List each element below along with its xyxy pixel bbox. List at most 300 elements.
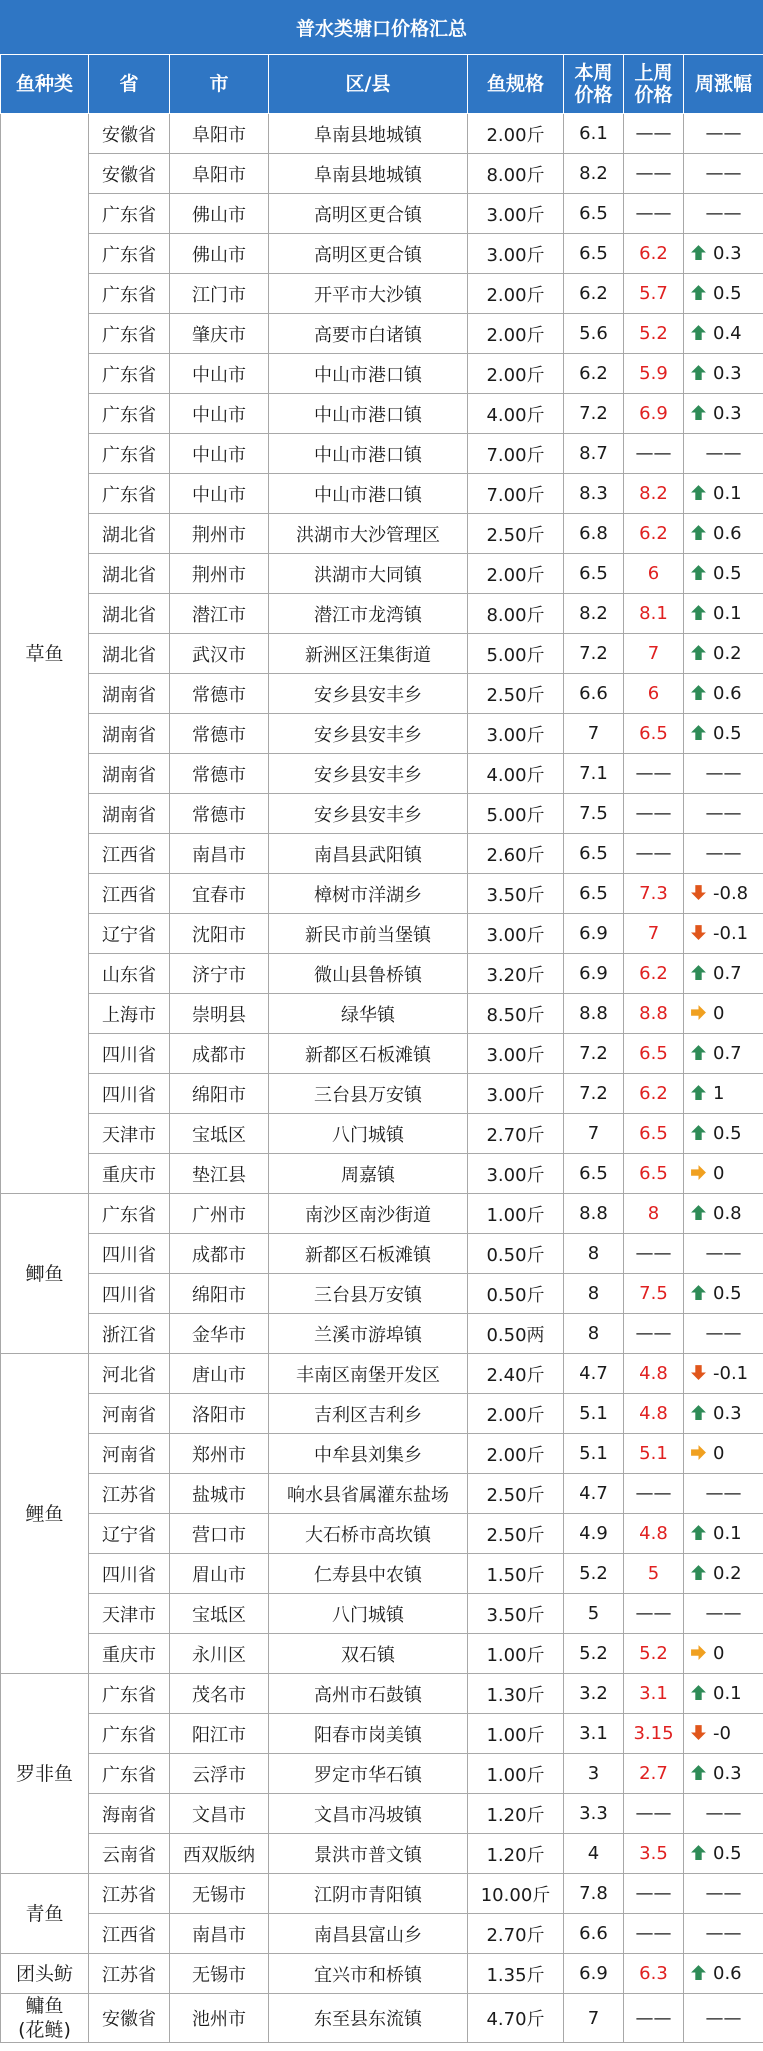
- district-cell: 东至县东流镇: [269, 1994, 468, 2043]
- header-species: 鱼种类: [1, 55, 89, 114]
- last-week-price-cell: 7: [624, 634, 684, 674]
- city-cell: 潜江市: [170, 594, 269, 634]
- city-cell: 茂名市: [170, 1674, 269, 1714]
- weekly-change-cell: [684, 1794, 763, 1834]
- change-value: ——: [705, 763, 742, 784]
- spec-cell: 2.00斤: [468, 354, 564, 394]
- this-week-price-cell: 6.5: [564, 874, 624, 914]
- table-row: [1, 1994, 763, 2043]
- district-cell: 八门城镇: [269, 1114, 468, 1154]
- weekly-change-cell: [684, 1474, 763, 1514]
- city-cell: 盐城市: [170, 1474, 269, 1514]
- province-cell: 四川省: [89, 1554, 170, 1594]
- change-value: 0.3: [713, 403, 742, 424]
- last-week-price-cell: 7.5: [624, 1274, 684, 1314]
- table-row: [1, 1674, 763, 1714]
- this-week-price-cell: 4: [564, 1834, 624, 1874]
- arrow-up-icon: [690, 1964, 707, 1981]
- city-cell: 武汉市: [170, 634, 269, 674]
- this-week-price-cell: 7.2: [564, 634, 624, 674]
- change-value: 0.3: [713, 1403, 742, 1424]
- change-value: ——: [705, 1483, 742, 1504]
- arrow-up-icon: [690, 1204, 707, 1221]
- district-cell: 绿华镇: [269, 994, 468, 1034]
- arrow-up-icon: [690, 284, 707, 301]
- change-value: 0.1: [713, 483, 742, 504]
- spec-cell: 8.50斤: [468, 994, 564, 1034]
- change-value: ——: [705, 1243, 742, 1264]
- this-week-price-cell: 8.3: [564, 474, 624, 514]
- province-cell: 安徽省: [89, 1994, 170, 2043]
- district-cell: 新民市前当堡镇: [269, 914, 468, 954]
- table-row: [1, 874, 763, 914]
- city-cell: 荆州市: [170, 514, 269, 554]
- header-row: [1, 55, 763, 114]
- spec-cell: 1.00斤: [468, 1754, 564, 1794]
- change-value: 0: [713, 1643, 725, 1664]
- last-week-price-cell: 3.15: [624, 1714, 684, 1754]
- change-value: -0.8: [713, 883, 749, 904]
- last-week-price-cell: ——: [624, 1314, 684, 1354]
- change-value: ——: [705, 203, 742, 224]
- weekly-change-cell: [684, 154, 763, 194]
- last-week-price-cell: 3.1: [624, 1674, 684, 1714]
- this-week-price-cell: 7.5: [564, 794, 624, 834]
- change-value: ——: [705, 443, 742, 464]
- table-row: [1, 954, 763, 994]
- change-value: 0.1: [713, 1523, 742, 1544]
- province-cell: 安徽省: [89, 154, 170, 194]
- district-cell: 安乡县安丰乡: [269, 714, 468, 754]
- weekly-change-cell: [684, 274, 763, 314]
- city-cell: 常德市: [170, 674, 269, 714]
- table-row: [1, 314, 763, 354]
- table-row: [1, 1394, 763, 1434]
- district-cell: 阳春市岗美镇: [269, 1714, 468, 1754]
- this-week-price-cell: 4.7: [564, 1354, 624, 1394]
- last-week-price-cell: ——: [624, 1794, 684, 1834]
- this-week-price-cell: 6.2: [564, 274, 624, 314]
- last-week-price-cell: ——: [624, 1234, 684, 1274]
- this-week-price-cell: 6.9: [564, 954, 624, 994]
- district-cell: 阜南县地城镇: [269, 114, 468, 154]
- change-value: 0.1: [713, 1683, 742, 1704]
- province-cell: 上海市: [89, 994, 170, 1034]
- this-week-price-cell: 6.5: [564, 1154, 624, 1194]
- arrow-down-icon: [690, 1364, 707, 1381]
- weekly-change-cell: [684, 394, 763, 434]
- change-value: 0.7: [713, 963, 742, 984]
- weekly-change-cell: [684, 1754, 763, 1794]
- last-week-price-cell: 6.5: [624, 1114, 684, 1154]
- spec-cell: 2.00斤: [468, 274, 564, 314]
- change-value: 0.2: [713, 643, 742, 664]
- table-row: [1, 1954, 763, 1994]
- arrow-up-icon: [690, 244, 707, 261]
- this-week-price-cell: 6.5: [564, 234, 624, 274]
- change-value: 0.5: [713, 563, 742, 584]
- change-value: 0.5: [713, 1843, 742, 1864]
- city-cell: 唐山市: [170, 1354, 269, 1394]
- spec-cell: 1.00斤: [468, 1714, 564, 1754]
- weekly-change-cell: [684, 1394, 763, 1434]
- header-this-week-price: 本周 价格: [564, 55, 624, 114]
- city-cell: 成都市: [170, 1034, 269, 1074]
- this-week-price-cell: 3: [564, 1754, 624, 1794]
- weekly-change-cell: [684, 674, 763, 714]
- province-cell: 江苏省: [89, 1954, 170, 1994]
- change-value: 0.6: [713, 683, 742, 704]
- this-week-price-cell: 5: [564, 1594, 624, 1634]
- last-week-price-cell: 3.5: [624, 1834, 684, 1874]
- last-week-price-cell: ——: [624, 794, 684, 834]
- province-cell: 湖南省: [89, 754, 170, 794]
- spec-cell: 2.00斤: [468, 314, 564, 354]
- city-cell: 无锡市: [170, 1874, 269, 1914]
- species-cell: 草鱼: [1, 114, 89, 1194]
- this-week-price-cell: 7.2: [564, 394, 624, 434]
- district-cell: 吉利区吉利乡: [269, 1394, 468, 1434]
- table-row: [1, 354, 763, 394]
- change-value: ——: [705, 1923, 742, 1944]
- district-cell: 安乡县安丰乡: [269, 674, 468, 714]
- change-value: ——: [705, 163, 742, 184]
- district-cell: 开平市大沙镇: [269, 274, 468, 314]
- change-value: 0: [713, 1163, 725, 1184]
- this-week-price-cell: 3.2: [564, 1674, 624, 1714]
- species-cell: 罗非鱼: [1, 1674, 89, 1874]
- district-cell: 高州市石鼓镇: [269, 1674, 468, 1714]
- this-week-price-cell: 6.1: [564, 114, 624, 154]
- arrow-up-icon: [690, 644, 707, 661]
- last-week-price-cell: 6: [624, 674, 684, 714]
- last-week-price-cell: 6: [624, 554, 684, 594]
- page-title: 普水类塘口价格汇总: [0, 0, 763, 54]
- table-row: [1, 234, 763, 274]
- province-cell: 湖北省: [89, 554, 170, 594]
- change-value: 0.8: [713, 1203, 742, 1224]
- last-week-price-cell: 6.2: [624, 1074, 684, 1114]
- district-cell: 高明区更合镇: [269, 234, 468, 274]
- district-cell: 中山市港口镇: [269, 474, 468, 514]
- weekly-change-cell: [684, 1354, 763, 1394]
- this-week-price-cell: 8.8: [564, 994, 624, 1034]
- change-value: 0.6: [713, 1963, 742, 1984]
- table-row: [1, 1154, 763, 1194]
- weekly-change-cell: [684, 234, 763, 274]
- table-row: [1, 1914, 763, 1954]
- spec-cell: 1.30斤: [468, 1674, 564, 1714]
- weekly-change-cell: [684, 754, 763, 794]
- province-cell: 江苏省: [89, 1874, 170, 1914]
- weekly-change-cell: [684, 1914, 763, 1954]
- header-province: 省: [89, 55, 170, 114]
- spec-cell: 7.00斤: [468, 434, 564, 474]
- weekly-change-cell: [684, 1314, 763, 1354]
- last-week-price-cell: ——: [624, 1914, 684, 1954]
- spec-cell: 5.00斤: [468, 794, 564, 834]
- change-value: 1: [713, 1083, 725, 1104]
- arrow-up-icon: [690, 964, 707, 981]
- table-row: [1, 1034, 763, 1074]
- change-value: ——: [705, 1803, 742, 1824]
- change-value: ——: [705, 1603, 742, 1624]
- district-cell: 文昌市冯坡镇: [269, 1794, 468, 1834]
- last-week-price-cell: ——: [624, 754, 684, 794]
- province-cell: 广东省: [89, 314, 170, 354]
- last-week-price-cell: 6.3: [624, 1954, 684, 1994]
- city-cell: 南昌市: [170, 834, 269, 874]
- last-week-price-cell: 8: [624, 1194, 684, 1234]
- change-value: 0.6: [713, 523, 742, 544]
- weekly-change-cell: [684, 834, 763, 874]
- district-cell: 新都区石板滩镇: [269, 1034, 468, 1074]
- change-value: 0.3: [713, 363, 742, 384]
- this-week-price-cell: 8: [564, 1274, 624, 1314]
- city-cell: 崇明县: [170, 994, 269, 1034]
- table-row: [1, 1514, 763, 1554]
- spec-cell: 10.00斤: [468, 1874, 564, 1914]
- city-cell: 沈阳市: [170, 914, 269, 954]
- province-cell: 广东省: [89, 1714, 170, 1754]
- arrow-right-icon: [690, 1164, 707, 1181]
- this-week-price-cell: 3.3: [564, 1794, 624, 1834]
- city-cell: 肇庆市: [170, 314, 269, 354]
- last-week-price-cell: 6.2: [624, 514, 684, 554]
- weekly-change-cell: [684, 794, 763, 834]
- last-week-price-cell: 2.7: [624, 1754, 684, 1794]
- province-cell: 广东省: [89, 234, 170, 274]
- table-row: [1, 1234, 763, 1274]
- arrow-right-icon: [690, 1444, 707, 1461]
- spec-cell: 8.00斤: [468, 594, 564, 634]
- spec-cell: 1.20斤: [468, 1834, 564, 1874]
- district-cell: 八门城镇: [269, 1594, 468, 1634]
- city-cell: 阜阳市: [170, 114, 269, 154]
- spec-cell: 0.50斤: [468, 1274, 564, 1314]
- change-value: ——: [705, 2007, 742, 2029]
- district-cell: 景洪市普文镇: [269, 1834, 468, 1874]
- last-week-price-cell: 5.2: [624, 314, 684, 354]
- this-week-price-cell: 6.5: [564, 834, 624, 874]
- city-cell: 宝坻区: [170, 1594, 269, 1634]
- district-cell: 中山市港口镇: [269, 394, 468, 434]
- city-cell: 绵阳市: [170, 1074, 269, 1114]
- weekly-change-cell: [684, 554, 763, 594]
- this-week-price-cell: 5.6: [564, 314, 624, 354]
- weekly-change-cell: [684, 634, 763, 674]
- this-week-price-cell: 8.8: [564, 1194, 624, 1234]
- this-week-price-cell: 8: [564, 1314, 624, 1354]
- table-row: [1, 1554, 763, 1594]
- arrow-up-icon: [690, 1044, 707, 1061]
- city-cell: 南昌市: [170, 1914, 269, 1954]
- this-week-price-cell: 6.5: [564, 194, 624, 234]
- arrow-up-icon: [690, 1404, 707, 1421]
- arrow-up-icon: [690, 1844, 707, 1861]
- change-value: 0.2: [713, 1563, 742, 1584]
- district-cell: 南昌县武阳镇: [269, 834, 468, 874]
- this-week-price-cell: 7: [564, 1114, 624, 1154]
- district-cell: 三台县万安镇: [269, 1274, 468, 1314]
- table-row: [1, 1074, 763, 1114]
- this-week-price-cell: 6.9: [564, 1954, 624, 1994]
- this-week-price-cell: 6.8: [564, 514, 624, 554]
- district-cell: 新都区石板滩镇: [269, 1234, 468, 1274]
- province-cell: 山东省: [89, 954, 170, 994]
- spec-cell: 3.50斤: [468, 1594, 564, 1634]
- province-cell: 江西省: [89, 834, 170, 874]
- spec-cell: 3.00斤: [468, 194, 564, 234]
- weekly-change-cell: [684, 954, 763, 994]
- species-cell: 鲫鱼: [1, 1194, 89, 1354]
- district-cell: 安乡县安丰乡: [269, 754, 468, 794]
- last-week-price-cell: 8.8: [624, 994, 684, 1034]
- weekly-change-cell: [684, 1954, 763, 1994]
- weekly-change-cell: [684, 594, 763, 634]
- last-week-price-cell: ——: [624, 1474, 684, 1514]
- district-cell: 仁寿县中农镇: [269, 1554, 468, 1594]
- spec-cell: 3.20斤: [468, 954, 564, 994]
- district-cell: 新洲区汪集街道: [269, 634, 468, 674]
- table-row: [1, 1434, 763, 1474]
- province-cell: 广东省: [89, 274, 170, 314]
- table-row: [1, 1834, 763, 1874]
- spec-cell: 2.00斤: [468, 1434, 564, 1474]
- district-cell: 中牟县刘集乡: [269, 1434, 468, 1474]
- change-value: 0.3: [713, 243, 742, 264]
- spec-cell: 1.20斤: [468, 1794, 564, 1834]
- change-value: 0.3: [713, 1763, 742, 1784]
- table-row: [1, 1114, 763, 1154]
- last-week-price-cell: 6.2: [624, 954, 684, 994]
- this-week-price-cell: 4.7: [564, 1474, 624, 1514]
- this-week-price-cell: 6.9: [564, 914, 624, 954]
- province-cell: 湖南省: [89, 794, 170, 834]
- city-cell: 佛山市: [170, 194, 269, 234]
- district-cell: 微山县鲁桥镇: [269, 954, 468, 994]
- spec-cell: 2.70斤: [468, 1914, 564, 1954]
- province-cell: 广东省: [89, 1674, 170, 1714]
- district-cell: 周嘉镇: [269, 1154, 468, 1194]
- district-cell: 南昌县富山乡: [269, 1914, 468, 1954]
- change-value: ——: [705, 1883, 742, 1904]
- species-cell: 团头鲂: [1, 1954, 89, 1994]
- header-city: 市: [170, 55, 269, 114]
- arrow-up-icon: [690, 1084, 707, 1101]
- change-value: -0.1: [713, 1363, 749, 1384]
- weekly-change-cell: [684, 514, 763, 554]
- weekly-change-cell: [684, 1674, 763, 1714]
- district-cell: 兰溪市游埠镇: [269, 1314, 468, 1354]
- table-row: [1, 1314, 763, 1354]
- province-cell: 湖南省: [89, 674, 170, 714]
- district-cell: 樟树市洋湖乡: [269, 874, 468, 914]
- province-cell: 广东省: [89, 434, 170, 474]
- district-cell: 罗定市华石镇: [269, 1754, 468, 1794]
- district-cell: 双石镇: [269, 1634, 468, 1674]
- this-week-price-cell: 8.2: [564, 594, 624, 634]
- weekly-change-cell: [684, 474, 763, 514]
- arrow-up-icon: [690, 404, 707, 421]
- spec-cell: 2.70斤: [468, 1114, 564, 1154]
- district-cell: 宜兴市和桥镇: [269, 1954, 468, 1994]
- change-value: ——: [705, 803, 742, 824]
- province-cell: 广东省: [89, 394, 170, 434]
- table-row: [1, 1714, 763, 1754]
- header-district: 区/县: [269, 55, 468, 114]
- city-cell: 江门市: [170, 274, 269, 314]
- table-row: [1, 434, 763, 474]
- this-week-price-cell: 5.2: [564, 1634, 624, 1674]
- last-week-price-cell: 4.8: [624, 1394, 684, 1434]
- spec-cell: 2.00斤: [468, 114, 564, 154]
- this-week-price-cell: 6.6: [564, 1914, 624, 1954]
- spec-cell: 3.00斤: [468, 914, 564, 954]
- city-cell: 阳江市: [170, 1714, 269, 1754]
- district-cell: 丰南区南堡开发区: [269, 1354, 468, 1394]
- change-value: 0.5: [713, 283, 742, 304]
- last-week-price-cell: 5.1: [624, 1434, 684, 1474]
- change-value: 0.1: [713, 603, 742, 624]
- last-week-price-cell: 5.7: [624, 274, 684, 314]
- table-row: [1, 594, 763, 634]
- spec-cell: 5.00斤: [468, 634, 564, 674]
- province-cell: 江西省: [89, 1914, 170, 1954]
- district-cell: 大石桥市高坎镇: [269, 1514, 468, 1554]
- table-row: [1, 634, 763, 674]
- weekly-change-cell: [684, 874, 763, 914]
- this-week-price-cell: 7.1: [564, 754, 624, 794]
- city-cell: 宝坻区: [170, 1114, 269, 1154]
- province-cell: 广东省: [89, 1754, 170, 1794]
- district-cell: 响水县省属灌东盐场: [269, 1474, 468, 1514]
- arrow-up-icon: [690, 1764, 707, 1781]
- spec-cell: 2.00斤: [468, 554, 564, 594]
- district-cell: 高要市白诸镇: [269, 314, 468, 354]
- this-week-price-cell: 8.2: [564, 154, 624, 194]
- district-cell: 中山市港口镇: [269, 434, 468, 474]
- table-row: [1, 714, 763, 754]
- weekly-change-cell: [684, 1634, 763, 1674]
- city-cell: 洛阳市: [170, 1394, 269, 1434]
- change-value: 0.4: [713, 323, 742, 344]
- table-row: [1, 114, 763, 154]
- last-week-price-cell: 8.1: [624, 594, 684, 634]
- last-week-price-cell: 4.8: [624, 1354, 684, 1394]
- city-cell: 阜阳市: [170, 154, 269, 194]
- province-cell: 广东省: [89, 1194, 170, 1234]
- table-body: [1, 114, 763, 2043]
- province-cell: 江西省: [89, 874, 170, 914]
- spec-cell: 3.00斤: [468, 714, 564, 754]
- spec-cell: 8.00斤: [468, 154, 564, 194]
- last-week-price-cell: 5.2: [624, 1634, 684, 1674]
- spec-cell: 7.00斤: [468, 474, 564, 514]
- city-cell: 郑州市: [170, 1434, 269, 1474]
- this-week-price-cell: 6.5: [564, 554, 624, 594]
- header-spec: 鱼规格: [468, 55, 564, 114]
- district-cell: 安乡县安丰乡: [269, 794, 468, 834]
- arrow-right-icon: [690, 1644, 707, 1661]
- city-cell: 常德市: [170, 794, 269, 834]
- spec-cell: 3.00斤: [468, 1034, 564, 1074]
- arrow-up-icon: [690, 1524, 707, 1541]
- arrow-up-icon: [690, 524, 707, 541]
- this-week-price-cell: 4.9: [564, 1514, 624, 1554]
- change-value: 0: [713, 1003, 725, 1024]
- change-value: 0.5: [713, 1123, 742, 1144]
